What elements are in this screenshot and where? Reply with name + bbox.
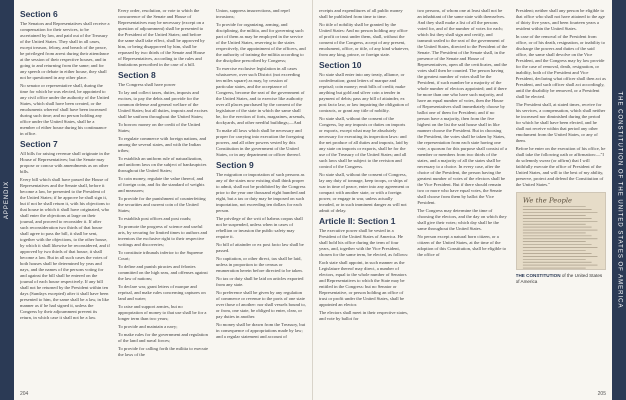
text-column	[20, 8, 110, 386]
body-paragraph: No money shall be drawn from the Treasury, but in consequence of appropriations made by law; and a regular statement and account of	[216, 322, 306, 339]
body-paragraph: To declare war, grant letters of marque and reprisal, and make rules concerning captures on land and water;	[118, 284, 206, 301]
body-paragraph: To establish post offices and post roads;	[118, 216, 192, 221]
body-paragraph: No person except a natural born citizen, or a citizen of the United States, at the time of the adoption of this Constitution, shall be eligible to the office of	[417, 234, 507, 257]
body-paragraph: receipts and expenditures of all public money shall be published from time to time.	[319, 8, 403, 19]
text-column	[516, 8, 606, 386]
text-column	[216, 8, 306, 386]
body-paragraph: To constitute tribunals inferior to the Supreme Court;	[118, 250, 203, 261]
right-page-columns	[319, 8, 606, 386]
body-paragraph: To promote the progress of science and useful arts, by securing for limited times to authors and inventors the exclusive right to their respective writings and discoveries;	[118, 224, 208, 247]
left-sidebar-band	[0, 0, 14, 400]
caption-text: of the United States of America	[515, 273, 603, 284]
text-column	[319, 8, 409, 386]
body-paragraph: two persons, of whom one at least shall not be an inhabitant of the same state with themselves. And they shall make a list of all the persons voted for, and of the number of votes for each; which list they shall sign and certify, and transmit sealed to the seat of the government of the United States, directed to the President of the Senate. The President of the Senate shall, in the presence of the Senate and House of Representatives, open all the certificates, and the votes shall then be counted. The person having the greatest number of votes shall be the President, if such number be a majority of the whole number of electors appointed; and if there be more than one who have such majority, and have an equal number of votes, then the House of Representatives shall immediately choose by ballot one of them for President; and if no person have a majority, then from the five highest on the list the said house shall in like manner choose the President. But in choosing the President, the votes shall be taken by States, the representation from each state having one vote; a quorum for this purpose shall consist of a member or members from two thirds of the states, and a majority of all the states shall be necessary to a choice. In every case, after the choice of the President, the person having the greatest number of votes of the electors shall be the Vice President. But if there should remain two or more who have equal votes, the Senate shall choose from them by ballot the Vice President.	[417, 8, 508, 205]
body-paragraph: In case of the removal of the President from office, or of his death, resignation, or inability to discharge the powers and duties of the said office, the same shall devolve on the Vice President, and the Congress may by law provide for the case of removal, death, resignation, or inability, both of the President and Vice President, declaring what officer shall then act as President, and such officer shall act accordingly, until the disability be removed, or a President shall be elected.	[515, 34, 606, 99]
caption-title: THE CONSTITUTION	[515, 273, 561, 278]
body-paragraph: The President shall, at stated times, receive for his services, a compensation, which shall neither be increased nor diminished during the period for which he shall have been elected, and he shall not receive within that period any other emolument from the United States, or any of them.	[515, 102, 606, 143]
body-paragraph: No state shall, without the consent of Congress, lay any duty of tonnage, keep troops, or ships of war in time of peace, enter into any agreement or compact with another state, or with a foreign power, or engage in war, unless actually invaded, or in such imminent danger as will not admit of delay.	[319, 172, 410, 213]
body-paragraph: Every order, resolution, or vote to which the concurrence of the Senate and House of Representatives may be necessary (except on a question of adjournment) shall be presented to the President of the United States; and before the same shall take effect, shall be approved by him, or being disapproved by him, shall be repassed by two thirds of the Senate and House of Representatives, according to the rules and limitations prescribed in the case of a bill.	[118, 8, 206, 67]
body-paragraph: Union, suppress insurrections, and repel invasions;	[216, 8, 290, 19]
body-paragraph: To coin money, regulate the value thereof, and of foreign coin, and fix the standard of weights and measures;	[118, 176, 205, 193]
image-caption	[516, 273, 606, 284]
svg-text:We the People: We the People	[522, 196, 572, 205]
body-paragraph: All bills for raising revenue shall originate in the House of Representatives; but the Senate may propose or concur with amendments as on other bills.	[20, 151, 110, 174]
body-paragraph: To make all laws which shall be necessary and proper for carrying into execution the foregoing powers, and all other powers vested by this Constitution in the government of the United States, or in any department or officer thereof.	[216, 128, 305, 157]
body-paragraph: To regulate commerce with foreign nations, and among the several states, and with the Indian tribes;	[118, 136, 207, 153]
constitution-document-image	[516, 192, 606, 270]
body-paragraph: To make rules for the government and regulation of the land and naval forces;	[118, 332, 208, 343]
body-paragraph: No title of nobility shall be granted by the United States: And no person holding any office of profit or trust under them, shall, without the consent of the Congress, accept of any present, emolument, office, or title, of any kind whatever, from any king, prince, or foreign state.	[319, 22, 410, 57]
body-paragraph: To lay and collect taxes, duties, imposts and excises, to pay the debts and provide for the common defense and general welfare of the United States; but all duties, imposts and excises shall be uniform throughout the United States;	[118, 90, 208, 119]
body-paragraph: No state shall, without the consent of the Congress, lay any imposts or duties on imports or exports, except what may be absolutely necessary for executing its inspection laws: and the net produce of all duties and imposts, laid by any state on imports or exports, shall be for the use of the Treasury of the United States; and all such laws shall be subject to the revision and control of the Congress.	[319, 116, 409, 169]
body-paragraph: The electors shall meet in their respective states, and vote by ballot for	[319, 310, 409, 321]
body-paragraph: Each state shall appoint, in such manner as the Legislature thereof may direct, a number of electors, equal to the whole number of Senators and Representatives to which the State may be entitled in the Congress: but no Senator or Representative, or person holding an office of trust or profit under the United States, shall be appointed an elector.	[319, 260, 407, 307]
body-paragraph: No tax or duty shall be laid on articles exported from any state.	[216, 276, 304, 287]
body-paragraph: To borrow money on the credit of the United States;	[118, 122, 201, 133]
body-paragraph: No capitation, or other direct, tax shall be laid, unless in proportion to the census or enumeration herein before directed to be taken.	[216, 256, 303, 273]
right-page	[313, 0, 626, 400]
right-page-number: 205	[597, 391, 606, 397]
body-paragraph: To raise and support armies, but no appropriation of money to that use shall be for a longer term than two years;	[118, 304, 207, 321]
body-paragraph: No state shall enter into any treaty, alliance, or confederation; grant letters of marque and reprisal; coin money; emit bills of credit; make anything but gold and silver coin a tender in payment of debts; pass any bill of attainder, ex post facto law, or law impairing the obligation of contracts, or grant any title of nobility.	[319, 72, 409, 113]
body-paragraph: To define and punish piracies and felonies committed on the high seas, and offenses against the law of nations;	[118, 264, 208, 281]
left-sidebar-label: APPENDIX	[4, 180, 10, 220]
section-heading: Section 7	[20, 139, 58, 149]
body-paragraph: To provide and maintain a navy;	[118, 324, 178, 329]
body-paragraph: The executive power shall be vested in a President of the United States of America. He shall hold his office during the term of four years, and, together with the Vice President, chosen for the same term, be elected, as follows:	[319, 228, 409, 257]
body-paragraph: The Congress shall have power	[118, 82, 176, 87]
body-paragraph: To establish an uniform rule of naturalization, and uniform laws on the subject of bankruptcies throughout the United States;	[118, 156, 207, 173]
right-sidebar-band	[612, 0, 626, 400]
body-paragraph: To provide for the punishment of counterfeiting the securities and current coin of the United States;	[118, 196, 206, 213]
section-heading: Section 6	[20, 9, 58, 19]
section-heading: Section 9	[216, 160, 254, 170]
left-page-number: 204	[20, 391, 29, 397]
body-paragraph: No bill of attainder or ex post facto law shall be passed.	[216, 242, 304, 253]
body-paragraph: Every bill which shall have passed the House of Representatives and the Senate shall, before it become a law, be presented to the President of the United States; if he approve he shall sign it, but if not he shall return it, with his objections to that house in which it shall have originated, who shall enter the objections at large on their journal, and proceed to reconsider it. If after such reconsideration two thirds of that house shall agree to pass the bill, it shall be sent, together with the objections, to the other house, by which it shall likewise be reconsidered, and if approved by two thirds of that house, it shall become a law. But in all such cases the votes of both houses shall be determined by yeas and nays, and the names of the persons voting for and against the bill shall be entered on the journal of each house respectively. If any bill shall not be returned by the President within ten days (Sundays excepted) after it shall have been presented to him, the same shall be a law, in like manner as if he had signed it, unless the Congress by their adjournment prevent its return, in which case it shall not be a law.	[20, 177, 110, 320]
left-page-columns	[20, 8, 306, 386]
body-paragraph: No preference shall be given by any regulation of commerce or revenue to the ports of one state over those of another: nor shall vessels bound to, or from, one state, be obliged to enter, clear, or pay duties in another.	[216, 290, 306, 319]
body-paragraph: To provide for calling forth the militia to execute the laws of the	[118, 346, 208, 357]
section-heading: Section 8	[118, 70, 156, 80]
section-heading: Section 10	[319, 60, 362, 70]
body-paragraph: No senator or representative shall, during the time for which he was elected, be appointed to any civil office under the authority of the United States, which shall have been created, or the emoluments whereof shall have been increased during such time; and no person holding any office under the United States, shall be a member of either house during his continuance in office.	[20, 83, 110, 136]
right-sidebar-label: THE CONSTITUTION OF THE UNITED STATES OF AMERICA	[616, 91, 623, 309]
body-paragraph: To exercise exclusive legislation in all cases whatsoever, over such District (not exceeding ten miles square) as may, by cession of particular states, and the acceptance of Congress, become the seat of the government of the United States, and to exercise like authority over all places purchased by the consent of the legislature of the state in which the same shall be, for the erection of forts, magazines, arsenals, dockyards, and other needful buildings;—And	[216, 66, 306, 125]
text-column	[118, 8, 208, 386]
body-paragraph: The privilege of the writ of habeas corpus shall not be suspended, unless when in cases of rebellion or invasion the public safety may require it.	[216, 216, 303, 239]
body-paragraph: To provide for organizing, arming, and disciplining, the militia, and for governing such part of them as may be employed in the service of the United States, reserving to the states respectively, the appointment of the officers, and the authority of training the militia according to the discipline prescribed by Congress;	[216, 22, 306, 63]
body-paragraph: The migration or importation of such persons as any of the states now existing shall think proper to admit, shall not be prohibited by the Congress prior to the year one thousand eight hundred and eight, but a tax or duty may be imposed on such importation, not exceeding ten dollars for each person.	[216, 172, 306, 213]
body-paragraph: Before he enter on the execution of his office, he shall take the following oath or affirmation:—"I do solemnly swear (or affirm) that I will faithfully execute the office of President of the United States, and will to the best of my ability, preserve, protect and defend the Constitution of the United States."	[515, 146, 606, 187]
text-column	[417, 8, 507, 386]
body-paragraph: The Congress may determine the time of choosing the electors, and the day on which they shall give their votes; which day shall be the same throughout the United States.	[417, 208, 507, 231]
body-paragraph: The Senators and Representatives shall receive a compensation for their services, to be ascertained by law, and paid out of the Treasury of the United States. They shall in all cases, except treason, felony, and breach of the peace, be privileged from arrest during their attendance at the session of their respective houses, and in going to and returning from the same; and for any speech or debate in either house, they shall not be questioned in any other place.	[20, 21, 110, 80]
section-heading: Article II: Section 1	[319, 216, 396, 226]
body-paragraph: President; neither shall any person be eligible to that office who shall not have attained to the age of thirty five years, and been fourteen years a resident within the United States.	[515, 8, 605, 31]
parchment-illustration	[517, 193, 605, 269]
